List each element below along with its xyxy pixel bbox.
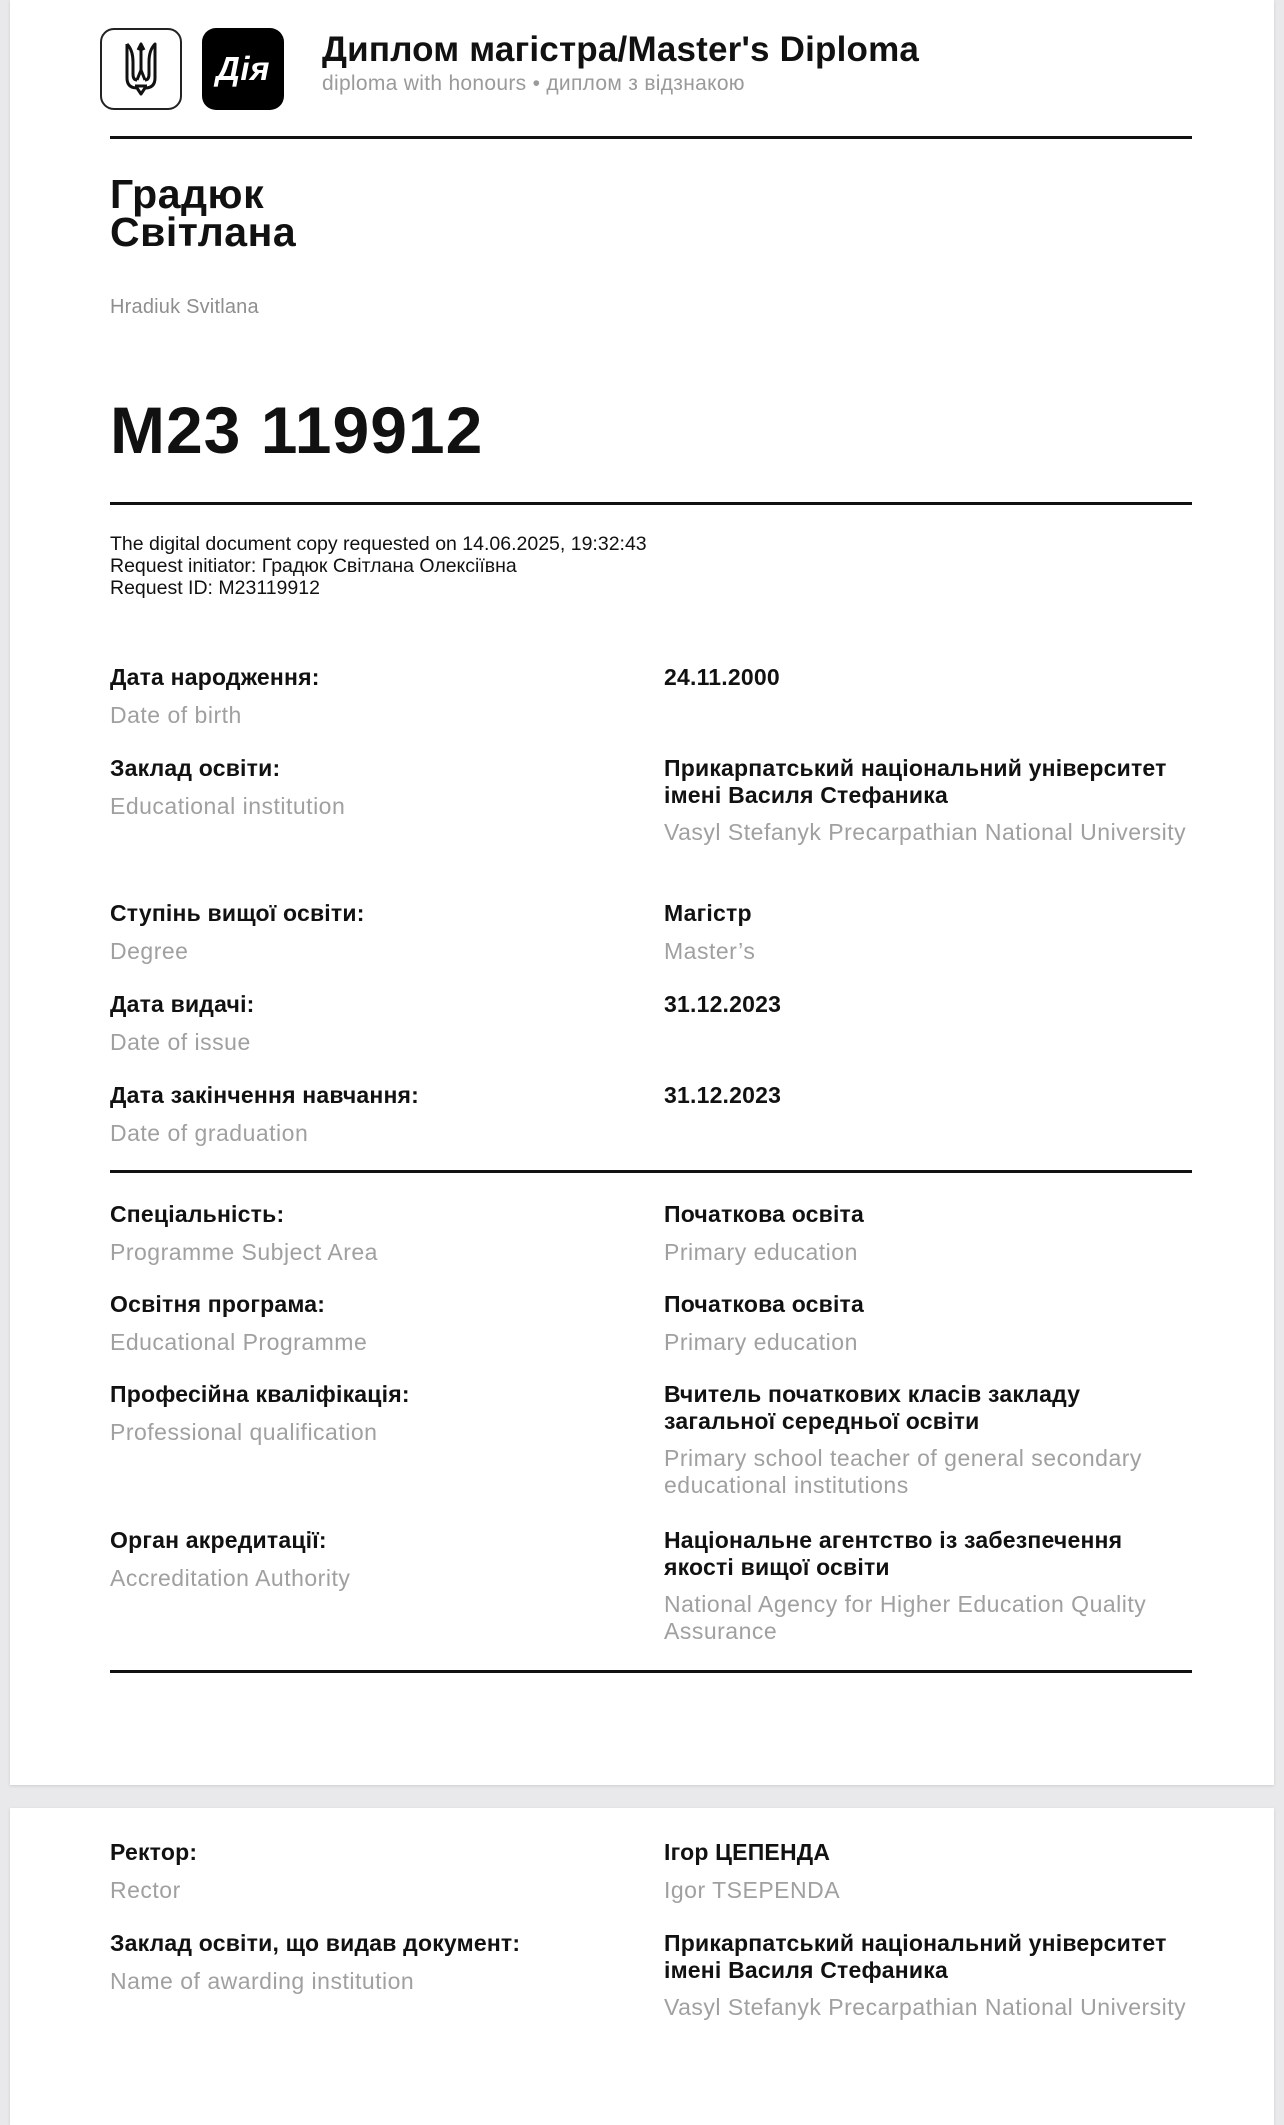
field-label: Ректор: bbox=[110, 1839, 198, 1865]
diploma-page bbox=[10, 0, 1274, 1785]
field-label: Ступінь вищої освіти: bbox=[110, 900, 365, 926]
field-label-en: Educational Programme bbox=[110, 1329, 368, 1355]
trident-icon bbox=[100, 28, 182, 110]
field-value-en: Igor TSEPENDA bbox=[664, 1877, 841, 1903]
field-value: 24.11.2000 bbox=[664, 664, 780, 690]
request-id: Request ID: M23119912 bbox=[110, 577, 320, 599]
request-date: The digital document copy requested on 14.06.2025, 19:32:43 bbox=[110, 533, 647, 555]
document-header bbox=[100, 28, 1192, 112]
field-label: Дата закінчення навчання: bbox=[110, 1082, 420, 1108]
field-label: Спеціальність: bbox=[110, 1201, 285, 1227]
field-label: Професійна кваліфікація: bbox=[110, 1381, 410, 1407]
holder-name-uk bbox=[110, 171, 297, 255]
diploma-page-2 bbox=[10, 1808, 1274, 2125]
request-info bbox=[110, 533, 647, 599]
field-label: Заклад освіти, що видав документ: bbox=[110, 1930, 521, 1956]
field-label-en: Name of awarding institution bbox=[110, 1968, 415, 1994]
field-label: Освітня програма: bbox=[110, 1291, 326, 1317]
field-label-en: Professional qualification bbox=[110, 1419, 378, 1445]
divider bbox=[110, 1170, 1192, 1173]
field-value: Прикарпатський національний університет імені Василя Стефаника bbox=[664, 1930, 1167, 1983]
field-value-en: Vasyl Stefanyk Precarpathian National University bbox=[664, 1994, 1187, 2020]
holder-name-en: Hradiuk Svitlana bbox=[110, 296, 259, 318]
field-value: Початкова освіта bbox=[664, 1291, 865, 1317]
field-label-en: Rector bbox=[110, 1877, 181, 1903]
field-label-en: Accreditation Authority bbox=[110, 1565, 351, 1591]
diia-logo: Дія bbox=[202, 28, 284, 110]
field-value: Ігор ЦЕПЕНДА bbox=[664, 1839, 831, 1865]
field-label: Дата народження: bbox=[110, 664, 320, 690]
field-label-en: Date of issue bbox=[110, 1029, 251, 1055]
field-value: Прикарпатський національний університет імені Василя Стефаника bbox=[664, 755, 1167, 808]
field-value: Вчитель початкових класів закладу загальної середньої освіти bbox=[664, 1381, 1081, 1434]
field-label-en: Programme Subject Area bbox=[110, 1239, 378, 1265]
field-label-en: Degree bbox=[110, 938, 189, 964]
field-value-en: Master’s bbox=[664, 938, 756, 964]
document-number: M23 119912 bbox=[110, 393, 484, 467]
field-label: Дата видачі: bbox=[110, 991, 255, 1017]
divider bbox=[110, 502, 1192, 505]
field-value: Магістр bbox=[664, 900, 752, 926]
document-subtitle: diploma with honours • диплом з відзнакою bbox=[322, 72, 745, 95]
divider bbox=[110, 1670, 1192, 1673]
field-value: Національне агентство із забезпечення якості вищої освіти bbox=[664, 1527, 1123, 1580]
request-initiator: Request initiator: Градюк Світлана Олексіївна bbox=[110, 555, 517, 577]
field-value: 31.12.2023 bbox=[664, 1082, 782, 1108]
field-label-en: Date of graduation bbox=[110, 1120, 309, 1146]
field-label: Заклад освіти: bbox=[110, 755, 281, 781]
field-value-en: Primary education bbox=[664, 1329, 858, 1355]
field-value-en: Primary school teacher of general secondary educational institutions bbox=[664, 1445, 1142, 1498]
field-value-en: Vasyl Stefanyk Precarpathian National University bbox=[664, 819, 1187, 845]
field-label-en: Educational institution bbox=[110, 793, 346, 819]
field-value: 31.12.2023 bbox=[664, 991, 782, 1017]
document-title: Диплом магістра/Master's Diploma bbox=[322, 30, 920, 69]
holder-surname: Градюк bbox=[110, 171, 265, 217]
field-value-en: Primary education bbox=[664, 1239, 858, 1265]
field-value: Початкова освіта bbox=[664, 1201, 865, 1227]
field-label-en: Date of birth bbox=[110, 702, 242, 728]
divider bbox=[110, 136, 1192, 139]
field-value-en: National Agency for Higher Education Quality Assurance bbox=[664, 1591, 1147, 1644]
holder-first-name: Світлана bbox=[110, 209, 297, 255]
field-label: Орган акредитації: bbox=[110, 1527, 327, 1553]
